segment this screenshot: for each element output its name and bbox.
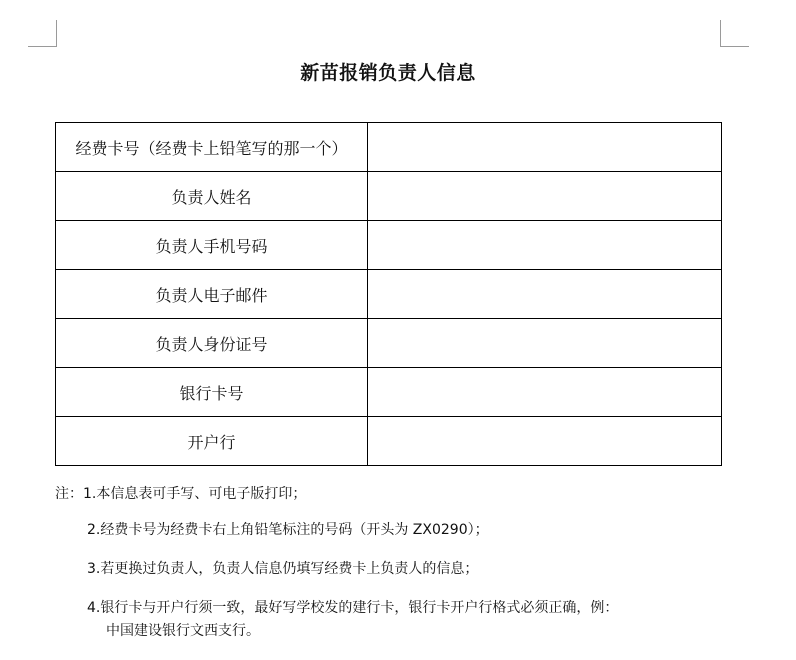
row-label-id-number: 负责人身份证号	[56, 319, 368, 368]
row-value-email[interactable]	[368, 270, 722, 319]
note-1: 注：1.本信息表可手写、可电子版打印；	[55, 486, 307, 502]
table-row	[56, 123, 722, 172]
info-form-table	[55, 122, 722, 466]
row-label-fund-card-number: 经费卡号（经费卡上铅笔写的那一个）	[56, 123, 368, 172]
table-row	[56, 368, 722, 417]
note-3: 3.若更换过负责人，负责人信息仍填写经费卡上负责人的信息；	[87, 561, 479, 577]
page-corner-mark-top-left	[28, 20, 57, 47]
table-row	[56, 270, 722, 319]
row-value-bank-branch[interactable]	[368, 417, 722, 466]
table-row	[56, 221, 722, 270]
row-value-person-name[interactable]	[368, 172, 722, 221]
row-label-phone: 负责人手机号码	[56, 221, 368, 270]
document-title: 新苗报销负责人信息	[300, 62, 476, 84]
table-row	[56, 172, 722, 221]
row-value-fund-card-number[interactable]	[368, 123, 722, 172]
note-4-line-1: 4.银行卡与开户行须一致，最好写学校发的建行卡，银行卡开户行格式必须正确，例：	[87, 600, 619, 616]
row-label-person-name: 负责人姓名	[56, 172, 368, 221]
row-value-bank-card[interactable]	[368, 368, 722, 417]
row-value-id-number[interactable]	[368, 319, 722, 368]
table-row	[56, 417, 722, 466]
note-2: 2.经费卡号为经费卡右上角铅笔标注的号码（开头为 ZX0290）；	[87, 522, 489, 538]
row-label-bank-card: 银行卡号	[56, 368, 368, 417]
row-value-phone[interactable]	[368, 221, 722, 270]
table-row	[56, 319, 722, 368]
row-label-email: 负责人电子邮件	[56, 270, 368, 319]
row-label-bank-branch: 开户行	[56, 417, 368, 466]
note-4-line-2: 中国建设银行文西支行。	[106, 623, 260, 639]
page-corner-mark-top-right	[720, 20, 749, 47]
